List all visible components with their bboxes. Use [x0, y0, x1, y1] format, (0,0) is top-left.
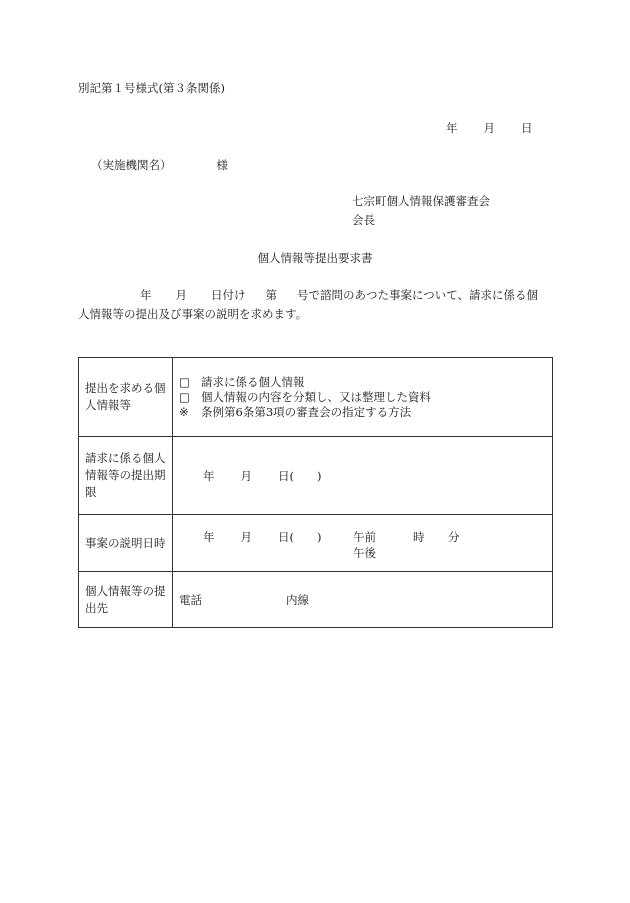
document-title: 個人情報等提出要求書	[257, 251, 373, 265]
body-month: 月	[175, 288, 187, 302]
date-day: 日	[521, 121, 533, 135]
table-row	[79, 515, 553, 572]
body-line-2: 人情報等の提出及び事案の説明を求めます。	[78, 307, 308, 321]
date-line	[446, 120, 533, 136]
am-label: 午前	[353, 530, 376, 544]
table-row	[79, 572, 553, 628]
phone-label: 電話	[179, 592, 202, 607]
date-month: 月	[483, 121, 495, 135]
form-label: 別記第１号様式(第３条関係)	[78, 81, 225, 95]
body-number-prefix: 第	[265, 288, 277, 302]
pm-label: 午後	[353, 546, 376, 560]
row-label-destination: 個人情報等の提出先	[79, 572, 173, 628]
recipient-honorific: 様	[216, 158, 228, 172]
recipient-agency: （実施機関名）	[91, 158, 172, 172]
hour-label: 時	[413, 530, 425, 544]
destination-value	[173, 572, 553, 628]
extension-label: 内線	[286, 592, 309, 607]
checkbox-icon[interactable]: □	[179, 389, 190, 404]
date-year: 年	[446, 121, 458, 135]
body-year: 年	[140, 288, 152, 302]
option-classified-materials[interactable]: □ 個人情報の内容を分類し、又は整理した資料	[179, 389, 431, 404]
sender-organization: 七宗町個人情報保護審査会	[352, 194, 490, 208]
explanation-datetime-value: 年 月 日( ) 午前 午後 時 分	[173, 515, 553, 572]
row-label-deadline: 請求に係る個人情報等の提出期限	[79, 437, 173, 515]
row-label-requested-info: 提出を求める個人情報等	[79, 358, 173, 437]
table-row	[79, 437, 553, 515]
option-personal-info[interactable]: □ 請求に係る個人情報	[179, 374, 305, 389]
body-paragraph	[78, 286, 552, 324]
checkbox-icon[interactable]: □	[179, 374, 190, 389]
recipient	[91, 157, 228, 173]
note-mark-icon: ※	[179, 404, 189, 419]
body-day-dated: 日付け	[211, 288, 246, 302]
requested-info-options	[173, 358, 553, 437]
body-line1-rest: 号で諮問のあつた事案について、請求に係る個	[297, 288, 539, 302]
row-label-explanation-datetime: 事案の説明日時	[79, 515, 173, 572]
sender-title: 会長	[352, 213, 375, 227]
deadline-value: 年 月 日( )	[173, 437, 553, 515]
request-table	[78, 357, 553, 628]
option-note: ※ 条例第6条第3項の審査会の指定する方法	[179, 404, 412, 419]
minute-label: 分	[448, 530, 460, 544]
body-line-1	[78, 286, 552, 305]
table-row	[79, 358, 553, 437]
